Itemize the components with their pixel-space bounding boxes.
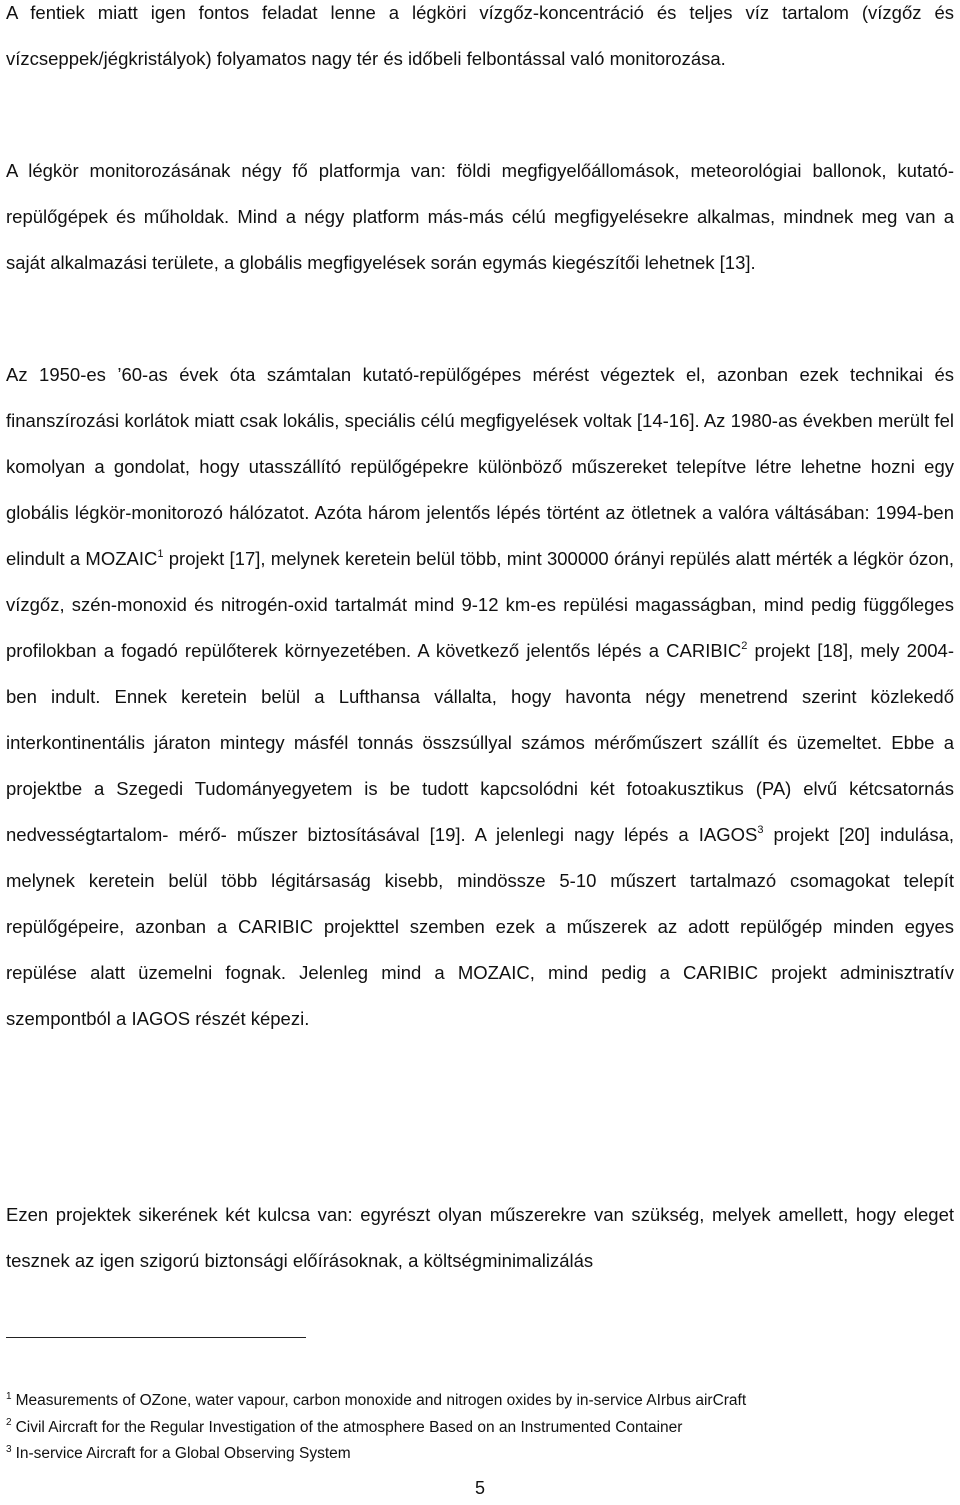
paragraph-3-part-c: projekt [18], mely 2004-ben indult. Ennek keretein belül a Lufthansa vállalta, hogy havonta négy menetrend szerint közlekedő interkontinentális járaton mintegy másfél tonnás összsúllyal számos mérőműszert szállít és üzemeltet. Ebbe a projektbe a Szegedi Tudományegyetem is be tudott kapcsolódni két fotoakusztikus (PA) elvű kétcsatornás nedvességtartalom- mérő- műszer biztosításával [19]. A jelenlegi nagy lépés a IAGOS: [6, 640, 954, 845]
footnote-number: 2: [6, 1417, 12, 1429]
footnote-ref-2: 2: [741, 639, 748, 652]
page-number: 5: [474, 1478, 485, 1498]
footnote-ref-1: 1: [157, 547, 164, 560]
footnote-number: 1: [6, 1390, 12, 1402]
footnote-separator: [6, 1337, 306, 1338]
paragraph-1: A fentiek miatt igen fontos feladat lenne a légköri vízgőz-koncentráció és teljes víz tartalom (vízgőz és vízcseppek/jégkristályok) folyamatos nagy tér és időbeli felbontással való monitorozása.: [6, 2, 954, 69]
footnote-text: Civil Aircraft for the Regular Investigation of the atmosphere Based on an Instrumented Container: [15, 1418, 683, 1436]
footnote-text: Measurements of OZone, water vapour, carbon monoxide and nitrogen oxides by in-service AIrbus airCraft: [15, 1392, 747, 1409]
footnote-3: [6, 1441, 954, 1468]
paragraph-4: Ezen projektek sikerének két kulcsa van: egyrészt olyan műszerekre van szükség, melyek amellett, hogy eleget tesznek az igen szigorú biztonsági előírásoknak, a költségminimalizálás: [6, 1204, 954, 1271]
paragraph-3-part-d: projekt [20] indulása, melynek keretein belül több légitársaság kisebb, mindössze 5-10 műszert tartalmazó csomagokat telepít repülőgépeire, azonban a CARIBIC projekttel szemben ezek a műszerek az adott repülőgép minden egyes repülése alatt üzemelni fognak. Jelenleg mind a MOZAIC, mind pedig a CARIBIC projekt adminisztratív szempontból a IAGOS részét képezi.: [6, 824, 955, 1029]
paragraph-3-part-b: projekt [17], melynek keretein belül több, mint 300000 órányi repülés alatt mérték a légkör ózon, vízgőz, szén-monoxid és nitrogén-oxid tartalmát mind 9-12 km-es repülési magasságban, mind pedig függőleges profilokban a fogadó repülőterek környezetében. A következő jelentős lépés a CARIBIC: [6, 548, 954, 661]
footnote-number: 3: [6, 1443, 12, 1455]
paragraph-4-container: [0, 1192, 960, 1299]
footnote-1: [6, 1388, 954, 1415]
paragraph-3: [6, 352, 954, 1042]
footnote-ref-3: 3: [757, 823, 764, 836]
paragraph-2: A légkör monitorozásának négy fő platformja van: földi megfigyelőállomások, meteorológiai ballonok, kutató-repülőgépek és műholdak. Mind a négy platform más-más célú megfigyelésekre alkalmas, mindnek meg van a saját alkalmazási területe, a globális megfigyelések során egymás kiegészítői lehetnek [13].: [6, 160, 954, 273]
footnotes: [6, 1388, 954, 1468]
footnote-2: [6, 1415, 954, 1442]
footnote-text: In-service Aircraft for a Global Observing System: [15, 1445, 351, 1462]
paragraph-3-part-a: Az 1950-es ’60-as évek óta számtalan kutató-repülőgépes mérést végeztek el, azonban ezek technikai és finanszírozási korlátok miatt csak lokális, speciális célú megfigyelések voltak [14-16]. Az 1980-as években merült fel komolyan a gondolat, hogy utasszállító repülőgépekre különböző műszereket telepítve létre lehetne hozni egy globális légkör-monitorozó hálózatot. Azóta három jelentős lépés történt az ötletnek a valóra váltásában: 1994-ben elindult a MOZAIC: [6, 364, 954, 569]
